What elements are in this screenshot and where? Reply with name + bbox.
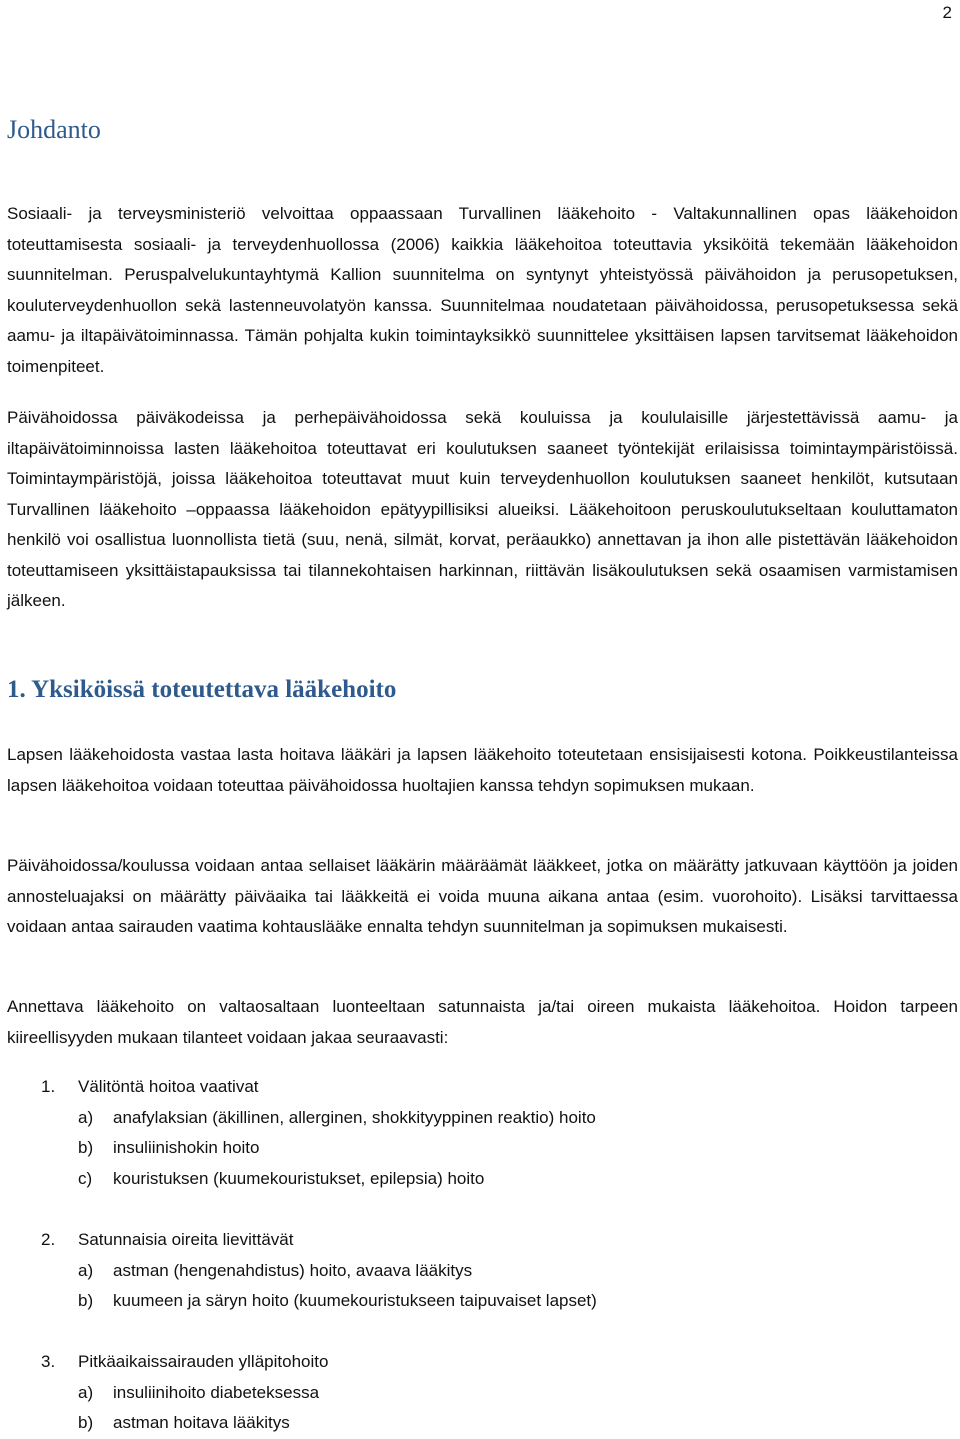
page-number: 2	[942, 3, 952, 22]
list-item-marker: c)	[78, 1168, 93, 1188]
list-item	[7, 1103, 958, 1134]
list-item	[7, 1164, 958, 1195]
intro-paragraph-1: Sosiaali- ja terveysministeriö velvoittaa oppaassaan Turvallinen lääkehoito - Valtakunnallinen opas lääkehoidon toteuttamisesta sosiaali- ja terveydenhuollossa (2006) kaikkia lääkehoitoa toteuttavia yksiköitä tekemään lääkehoidon suunnitelman. Peruspalvelukuntayhtymä Kallion suunnitelma on syntynyt yhteistyössä päivähoidon ja perusopetuksen, kouluterveydenhuollon sekä lastenneuvolatyön kanssa. Suunnitelmaa noudatetaan päivähoidossa, perusopetuksessa sekä aamu- ja iltapäivätoiminnassa. Tämän pohjalta kukin toimintayksikkö suunnittelee yksittäisen lapsen tarvitsemat lääkehoidon toimenpiteet.	[7, 204, 958, 376]
list-title: Välitöntä hoitoa vaativat	[78, 1077, 259, 1096]
list-item	[7, 1408, 958, 1439]
list-group-title	[7, 1225, 958, 1256]
list-item	[7, 1256, 958, 1287]
list-item-marker: b)	[78, 1291, 94, 1310]
list-group-3	[7, 1347, 958, 1439]
list-number: 1.	[41, 1077, 56, 1096]
list-group-title	[7, 1072, 958, 1103]
list-number: 3.	[41, 1352, 56, 1371]
list-item-text: astman (hengenahdistus) hoito, avaava lääkitys	[113, 1260, 473, 1280]
list-item-text: kuumeen ja säryn hoito (kuumekouristukseen taipuvaiset lapset)	[113, 1291, 597, 1310]
list-item-text: kouristuksen (kuumekouristukset, epilepsia) hoito	[113, 1168, 485, 1188]
list-item-marker: a)	[78, 1382, 94, 1402]
list-item-text: anafylaksian (äkillinen, allerginen, shokkityyppinen reaktio) hoito	[113, 1107, 596, 1127]
list-item-marker: a)	[78, 1107, 94, 1127]
section-1-heading: 1. Yksiköissä toteutettava lääkehoito	[7, 676, 397, 703]
list-item-text: insuliinihoito diabeteksessa	[113, 1382, 320, 1402]
section-1-paragraph-2: Päivähoidossa/koulussa voidaan antaa sellaiset lääkärin määräämät lääkkeet, jotka on määrätty jatkuvaan käyttöön ja joiden annosteluajaksi on määrätty päiväaika tai lääkkeitä ei voida muuna aikana antaa (esim. vuorohoito). Lisäksi tarvittaessa voidaan antaa sairauden vaatima kohtauslääke ennalta tehdyn suunnitelman ja sopimuksen mukaisesti.	[7, 856, 958, 936]
list-title: Pitkäaikaissairauden ylläpitohoito	[78, 1352, 329, 1371]
list-item-text: astman hoitava lääkitys	[113, 1413, 290, 1432]
intro-paragraph-2: Päivähoidossa päiväkodeissa ja perhepäivähoidossa sekä kouluissa ja koululaisille järjestettävissä aamu- ja iltapäivätoiminnoissa lasten lääkehoitoa toteuttavat eri koulutuksen saaneet työntekijät erilaisissa toimintaympäristöissä. Toimintaympäristöjä, joissa lääkehoitoa toteuttavat muut kuin terveydenhuollon koulutuksen saaneet henkilöt, kutsutaan Turvallinen lääkehoito –oppaassa lääkehoidon epätyypillisiksi alueiksi. Lääkehoitoon peruskoulutukseltaan kouluttamaton henkilö voi osallistua luonnollista tietä (suu, nenä, silmät, korvat, peräaukko) annettavan ja ihon alle pistettävän lääkehoidon toteuttamiseen yksittäistapauksissa tai tilannekohtaisen harkinnan, riittävän lisäkoulutuksen sekä osaamisen varmistamisen jälkeen.	[7, 408, 958, 610]
list-item	[7, 1286, 958, 1317]
list-item-text: insuliinishokin hoito	[113, 1138, 260, 1157]
list-group-title	[7, 1347, 958, 1378]
intro-heading: Johdanto	[7, 115, 101, 144]
list-item-marker: a)	[78, 1260, 94, 1280]
list-group-2	[7, 1225, 958, 1317]
section-1-paragraph-1: Lapsen lääkehoidosta vastaa lasta hoitava lääkäri ja lapsen lääkehoito toteutetaan ensisijaisesti kotona. Poikkeustilanteissa lapsen lääkehoitoa voidaan toteuttaa päivähoidossa huoltajien kanssa tehdyn sopimuksen mukaan.	[7, 745, 958, 795]
list-item-marker: b)	[78, 1413, 94, 1432]
list-title: Satunnaisia oireita lievittävät	[78, 1230, 294, 1249]
section-1-paragraph-3: Annettava lääkehoito on valtaosaltaan luonteeltaan satunnaista ja/tai oireen mukaista lääkehoitoa. Hoidon tarpeen kiireellisyyden mukaan tilanteet voidaan jakaa seuraavasti:	[7, 997, 958, 1047]
list-group-1	[7, 1072, 958, 1194]
list-item-marker: b)	[78, 1138, 94, 1157]
list-item	[7, 1378, 958, 1409]
list-number: 2.	[41, 1230, 56, 1249]
list-item	[7, 1133, 958, 1164]
